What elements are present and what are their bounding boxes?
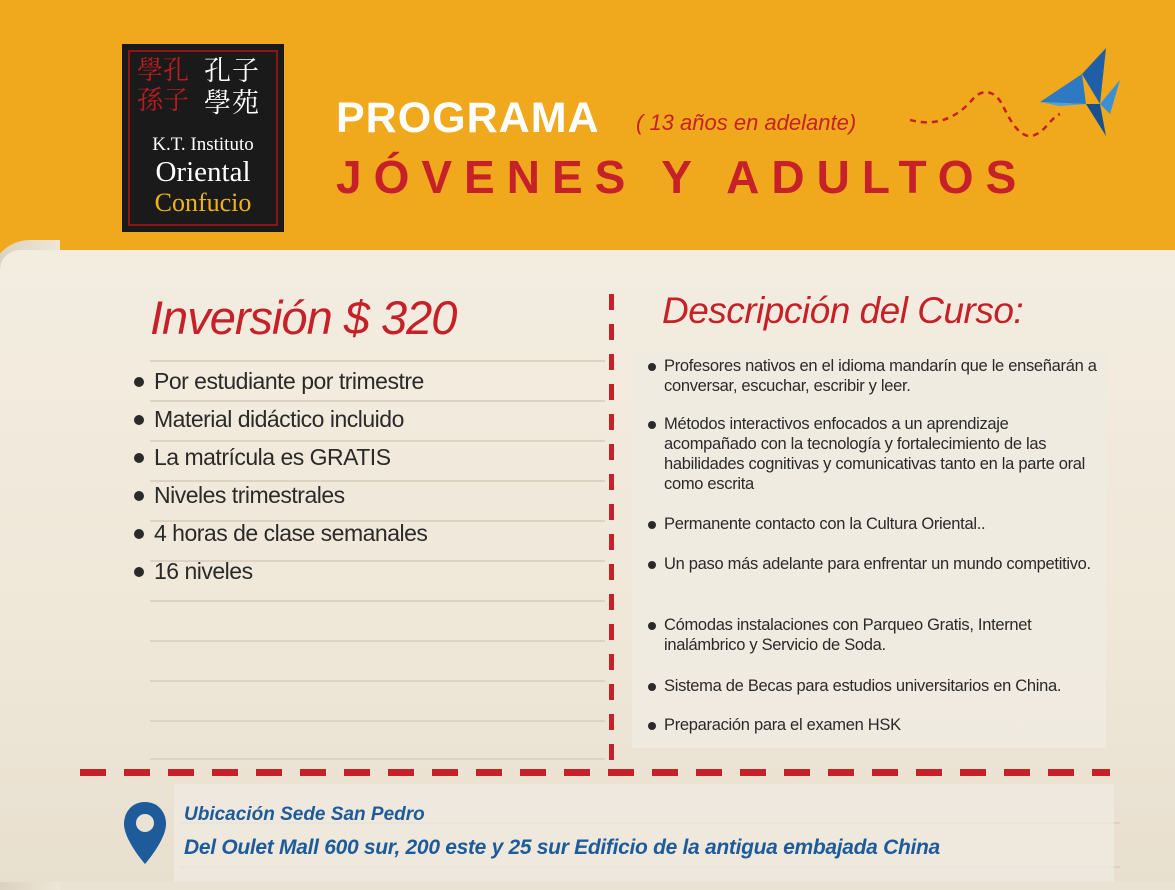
paper-crane-icon [910,44,1130,154]
list-item: 16 niveles [132,556,427,594]
logo-chinese-line-2: 學苑 [204,88,260,119]
investment-list [132,366,427,594]
horizontal-dashed-divider [80,769,1110,776]
location-title: Ubicación Sede San Pedro [184,804,425,825]
ruled-line [150,758,605,760]
list-item: Niveles trimestrales [132,480,427,518]
logo-line-3: Confucio [154,188,252,217]
list-item: La matrícula es GRATIS [132,442,427,480]
vertical-dashed-divider [609,294,614,772]
ruled-line [150,680,605,682]
list-item: Preparación para el examen HSK [646,715,1104,735]
program-title: JÓVENES Y ADULTOS [336,151,1029,203]
logo-seal: 學孔 孫子 [136,56,189,116]
location-pin-icon [122,800,168,866]
age-note: ( 13 años en adelante) [636,110,857,135]
list-item: Permanente contacto con la Cultura Oriental.. [646,514,1104,534]
ruled-line [150,640,605,642]
logo-chinese-text [204,56,260,120]
list-item: Sistema de Becas para estudios universitarios en China. [646,676,1104,696]
investment-title: Inversión $ 320 [150,291,457,344]
logo-chinese-line-1: 孔子 [204,56,260,87]
list-item: Por estudiante por trimestre [132,366,427,404]
list-item: Métodos interactivos enfocados a un aprendizaje acompañado con la tecnología y fortalecimiento de las habilidades cognitivas y comunicativas tanto en la parte oral como escrita [646,414,1104,494]
logo-line-2: Oriental [155,156,251,188]
list-item: Un paso más adelante para enfrentar un mundo competitivo. [646,554,1104,574]
list-item: Cómodas instalaciones con Parqueo Gratis, Internet inalámbrico y Servicio de Soda. [646,615,1104,655]
ruled-line [150,360,605,362]
list-item: Profesores nativos en el idioma mandarín que le enseñarán a conversar, escuchar, escribir y leer. [646,356,1104,396]
location-panel [174,784,1114,882]
list-item: 4 horas de clase semanales [132,518,427,556]
program-label: PROGRAMA [336,94,600,142]
location-address: Del Oulet Mall 600 sur, 200 este y 25 sur Edificio de la antigua embajada China [184,836,940,859]
institute-logo [122,44,284,232]
ruled-line [150,720,605,722]
description-title: Descripción del Curso: [662,290,1024,331]
ruled-line [150,600,605,602]
list-item: Material didáctico incluido [132,404,427,442]
logo-line-1: K.T. Instituto [152,134,254,155]
